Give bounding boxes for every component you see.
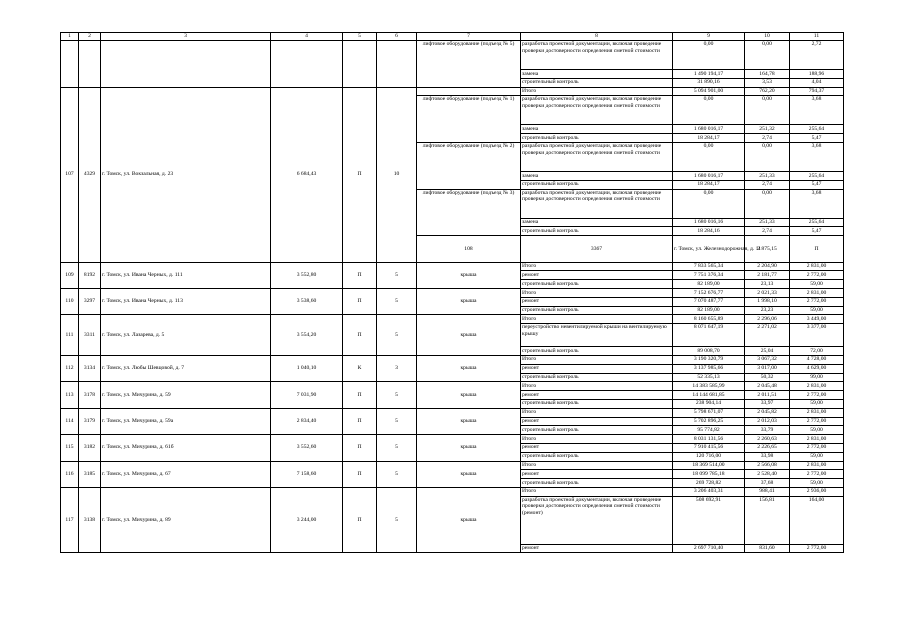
table-cell: крыша xyxy=(417,315,521,356)
table-cell: 33,79 xyxy=(745,426,790,435)
table-cell: 3367 xyxy=(521,236,673,262)
table-cell: 251,32 xyxy=(745,125,790,134)
table-cell: 82 189,00 xyxy=(673,280,745,289)
table-row xyxy=(61,487,844,496)
table-cell: 3 538,60 xyxy=(271,288,343,314)
table-cell: 0,00 xyxy=(673,142,745,171)
table-cell: разработка проектной документации, включая проведение проверки достоверности определения сметной стоимости xyxy=(521,189,673,218)
table-cell: строительный контроль xyxy=(521,426,673,435)
table-cell: разработка проектной документации, включая проведение проверки достоверности определения сметной стоимости xyxy=(521,142,673,171)
table-cell: 2 831,00 xyxy=(790,435,844,444)
table-cell: 2 772,00 xyxy=(790,544,844,553)
table-cell: 3 067,32 xyxy=(745,355,790,364)
table-cell: 59,00 xyxy=(790,426,844,435)
table-cell: П xyxy=(343,288,377,314)
table-cell: 2 772,00 xyxy=(790,297,844,306)
table-cell: 2 772,00 xyxy=(790,271,844,280)
table-cell xyxy=(271,41,343,88)
table-cell: 18 284,17 xyxy=(673,134,745,143)
table-cell: Итого xyxy=(521,408,673,417)
table-cell: 2 021,33 xyxy=(745,288,790,297)
table-cell: П xyxy=(343,435,377,461)
table-cell: Итого xyxy=(521,87,673,96)
table-cell: 156,81 xyxy=(745,496,790,544)
table-cell: 50,32 xyxy=(745,373,790,382)
table-cell: 2 271,02 xyxy=(745,324,790,347)
table-cell: 59,00 xyxy=(790,280,844,289)
table-cell: Итого xyxy=(521,288,673,297)
table-cell: 107 xyxy=(61,87,79,262)
table-cell: 25,04 xyxy=(745,347,790,356)
table-cell: 2 772,00 xyxy=(790,417,844,426)
table-cell: 10 xyxy=(377,87,417,262)
table-cell: 89 008,70 xyxy=(673,347,745,356)
table-cell: строительный контроль xyxy=(521,479,673,488)
table-cell: 3182 xyxy=(79,435,101,461)
table-cell: крыша xyxy=(417,382,521,408)
table-cell: г. Томск, ул. Любы Шевцовой, д. 7 xyxy=(101,355,271,381)
table-cell: 251,33 xyxy=(745,171,790,180)
table-cell: 2 226,65 xyxy=(745,443,790,452)
table-cell: 5 xyxy=(377,435,417,461)
table-cell: г. Томск, ул. Ивана Черных, д. 111 xyxy=(101,262,271,288)
table-cell: замена xyxy=(521,171,673,180)
table-cell: 7 833 565,34 xyxy=(673,262,745,271)
table-cell: строительный контроль xyxy=(521,347,673,356)
table-cell: 3138 xyxy=(79,487,101,553)
table-cell: П xyxy=(343,461,377,487)
table-cell: 59,00 xyxy=(790,399,844,408)
table-cell: строительный контроль xyxy=(521,134,673,143)
table-cell: 164,00 xyxy=(790,496,844,544)
table-cell: П xyxy=(343,315,377,356)
table-cell: П xyxy=(343,487,377,553)
table-cell: 4329 xyxy=(79,87,101,262)
table-cell: 7 751 376,34 xyxy=(673,271,745,280)
table-cell: 1 680 016,16 xyxy=(673,218,745,227)
table-cell: Итого xyxy=(521,461,673,470)
table-cell: 2 011,51 xyxy=(745,391,790,400)
table-cell: строительный контроль xyxy=(521,399,673,408)
table-row xyxy=(61,87,844,96)
table-cell: строительный контроль xyxy=(521,180,673,189)
table-cell: 2 772,00 xyxy=(790,470,844,479)
table-cell: 3311 xyxy=(79,315,101,356)
table-cell: 2 012,03 xyxy=(745,417,790,426)
table-cell: 14 383 585,99 xyxy=(673,382,745,391)
table-cell: 2 831,00 xyxy=(790,288,844,297)
table-cell: замена xyxy=(521,70,673,79)
header-col-11: 11 xyxy=(790,33,844,41)
table-cell: 5 xyxy=(377,461,417,487)
table-cell: 3 190 320,79 xyxy=(673,355,745,364)
table-cell: г. Томск, ул. Мичурина, д. 89 xyxy=(101,487,271,553)
table-cell: 3185 xyxy=(79,461,101,487)
table-cell: 2,74 xyxy=(745,227,790,236)
table-cell: 3297 xyxy=(79,288,101,314)
table-cell: 2 697 710,40 xyxy=(673,544,745,553)
table-cell: 18 284,17 xyxy=(673,180,745,189)
table-cell: 269 728,82 xyxy=(673,479,745,488)
table-cell: г. Томск, ул. Железнодорожная, д. 11 xyxy=(673,236,745,262)
table-cell: замена xyxy=(521,218,673,227)
table-cell: 120 716,00 xyxy=(673,452,745,461)
table-row xyxy=(61,315,844,324)
table-cell: 112 xyxy=(61,355,79,381)
table-cell: 95 774,82 xyxy=(673,426,745,435)
table-cell: 2 875,15 xyxy=(745,236,790,262)
table-cell: 7 031,90 xyxy=(271,382,343,408)
table-cell: 5 xyxy=(377,408,417,434)
table-cell: 508 692,91 xyxy=(673,496,745,544)
table-cell: 1 680 016,17 xyxy=(673,125,745,134)
table-cell: 7 070 487,77 xyxy=(673,297,745,306)
table-cell: 2 772,00 xyxy=(790,443,844,452)
table-cell: лифтовое оборудование (подъезд № 5) xyxy=(417,41,521,88)
table-cell: 5,47 xyxy=(790,227,844,236)
table-cell: 82 189,00 xyxy=(673,306,745,315)
table-cell: 988,41 xyxy=(745,487,790,496)
table-cell: 255,64 xyxy=(790,218,844,227)
table-cell: 113 xyxy=(61,382,79,408)
table-cell: 110 xyxy=(61,288,79,314)
table-cell: 23,23 xyxy=(745,306,790,315)
table-cell: 5 xyxy=(377,315,417,356)
table-cell: 2 181,77 xyxy=(745,271,790,280)
column-number-header xyxy=(61,33,844,41)
table-cell: П xyxy=(790,236,844,262)
table-cell: 23,13 xyxy=(745,280,790,289)
table-cell xyxy=(79,41,101,88)
table-cell: 3 377,00 xyxy=(790,324,844,347)
table-cell: строительный контроль xyxy=(521,306,673,315)
table-cell: 1 490 194,17 xyxy=(673,70,745,79)
header-col-10: 10 xyxy=(745,33,790,41)
table-cell: 108 xyxy=(417,236,521,262)
table-cell: крыша xyxy=(417,262,521,288)
table-cell: ремонт xyxy=(521,297,673,306)
table-row xyxy=(61,461,844,470)
table-cell: 2 528,40 xyxy=(745,470,790,479)
table-cell: ремонт xyxy=(521,443,673,452)
table-row xyxy=(61,262,844,271)
table-cell: 2 936,00 xyxy=(790,487,844,496)
table-cell: 3,68 xyxy=(790,142,844,171)
table-cell: строительный контроль xyxy=(521,78,673,87)
table-cell: г. Томск, ул. Мичурина, д. 67 xyxy=(101,461,271,487)
table-cell: П xyxy=(343,262,377,288)
table-cell: 3,68 xyxy=(790,96,844,125)
table-cell: замена xyxy=(521,125,673,134)
table-cell: 2,74 xyxy=(745,180,790,189)
table-cell: строительный контроль xyxy=(521,452,673,461)
table-cell: 115 xyxy=(61,435,79,461)
table-cell: г. Томск, ул. Мичурина, д. 59а xyxy=(101,408,271,434)
table-cell: 8 160 655,89 xyxy=(673,315,745,324)
table-cell: 2,72 xyxy=(790,41,844,70)
table-cell: 3134 xyxy=(79,355,101,381)
table-cell: 2 831,00 xyxy=(790,262,844,271)
table-cell: 2 831,00 xyxy=(790,408,844,417)
table-cell: 7 910 415,56 xyxy=(673,443,745,452)
table-cell: Итого xyxy=(521,262,673,271)
header-col-3: 3 xyxy=(101,33,271,41)
table-cell: 8192 xyxy=(79,262,101,288)
table-cell: г. Томск, ул. Мичурина, д. 59 xyxy=(101,382,271,408)
table-cell: 5 xyxy=(377,487,417,553)
table-cell: 3 017,00 xyxy=(745,364,790,373)
table-cell: строительный контроль xyxy=(521,227,673,236)
table-cell: 5 xyxy=(377,382,417,408)
table-cell: 0,00 xyxy=(673,41,745,70)
table-cell: 72,00 xyxy=(790,347,844,356)
table-cell: ремонт xyxy=(521,470,673,479)
header-col-5: 5 xyxy=(343,33,377,41)
table-cell: 52 335,13 xyxy=(673,373,745,382)
table-row xyxy=(61,435,844,444)
table-cell: ремонт xyxy=(521,364,673,373)
table-cell: г. Томск, ул. Вокзальная, д. 23 xyxy=(101,87,271,262)
table-cell: 1 040,10 xyxy=(271,355,343,381)
table-cell: крыша xyxy=(417,461,521,487)
table-cell: П xyxy=(343,382,377,408)
header-col-7: 7 xyxy=(417,33,521,41)
table-cell: 5 798 671,07 xyxy=(673,408,745,417)
table-cell xyxy=(377,41,417,88)
table-cell: 0,00 xyxy=(745,96,790,125)
table-cell: 4 629,00 xyxy=(790,364,844,373)
table-cell: 2,74 xyxy=(745,134,790,143)
table-cell: 3 xyxy=(377,355,417,381)
table-cell: 59,00 xyxy=(790,479,844,488)
table-cell: 5 702 896,25 xyxy=(673,417,745,426)
table-cell: лифтовое оборудование (подъезд № 2) xyxy=(417,142,521,189)
table-cell: 2 204,90 xyxy=(745,262,790,271)
table-cell: строительный контроль xyxy=(521,373,673,382)
table-cell: 3 554,20 xyxy=(271,315,343,356)
table-cell: К xyxy=(343,355,377,381)
table-row xyxy=(61,382,844,391)
table-cell: 2 045,82 xyxy=(745,408,790,417)
table-cell: 116 xyxy=(61,461,79,487)
table-cell: г. Томск, ул. Ивана Черных, д. 113 xyxy=(101,288,271,314)
table-cell: 794,37 xyxy=(790,87,844,96)
table-cell: Итого xyxy=(521,315,673,324)
table-cell: 3178 xyxy=(79,382,101,408)
table-cell: П xyxy=(343,87,377,262)
table-cell: 14 144 681,85 xyxy=(673,391,745,400)
table-cell: 1 680 016,17 xyxy=(673,171,745,180)
table-cell: разработка проектной документации, включая проведение проверки достоверности определения сметной стоимости (ремонт) xyxy=(521,496,673,544)
table-cell: 31 890,16 xyxy=(673,78,745,87)
table-cell: 111 xyxy=(61,315,79,356)
table-cell: разработка проектной документации, включая проведение проверки достоверности определения сметной стоимости xyxy=(521,41,673,70)
table-cell: 7 152 676,77 xyxy=(673,288,745,297)
table-cell: 18 369 514,00 xyxy=(673,461,745,470)
table-cell: 2 260,63 xyxy=(745,435,790,444)
table-cell: 5 xyxy=(377,262,417,288)
table-cell: 2 831,00 xyxy=(790,461,844,470)
header-col-2: 2 xyxy=(79,33,101,41)
table-cell: 762,20 xyxy=(745,87,790,96)
table-cell: 114 xyxy=(61,408,79,434)
table-cell: 2 772,00 xyxy=(790,391,844,400)
table-cell: 3 449,00 xyxy=(790,315,844,324)
table-row xyxy=(61,288,844,297)
table-cell: переустройство невентилируемой крыши на вентилируемую крышу xyxy=(521,324,673,347)
table-cell: 188,96 xyxy=(790,70,844,79)
table-cell: 3,68 xyxy=(790,189,844,218)
table-cell: 117 xyxy=(61,487,79,553)
table-row xyxy=(61,355,844,364)
table-cell: лифтовое оборудование (подъезд № 3) xyxy=(417,189,521,236)
table-cell xyxy=(417,87,521,96)
table-cell: 59,00 xyxy=(790,306,844,315)
table-cell: 5 xyxy=(377,288,417,314)
header-col-4: 4 xyxy=(271,33,343,41)
table-cell: 831,60 xyxy=(745,544,790,553)
table-cell: 251,33 xyxy=(745,218,790,227)
table-cell: г. Томск, ул. Мичурина, д. 61б xyxy=(101,435,271,461)
table-cell: 0,00 xyxy=(673,96,745,125)
document-page xyxy=(60,32,843,553)
table-cell: 255,64 xyxy=(790,171,844,180)
table-cell: крыша xyxy=(417,435,521,461)
table-cell: 6 684,43 xyxy=(271,87,343,262)
table-cell: 3 206 403,31 xyxy=(673,487,745,496)
table-cell: 18 284,16 xyxy=(673,227,745,236)
header-col-8: 8 xyxy=(521,33,673,41)
table-cell: 3 137 985,66 xyxy=(673,364,745,373)
table-cell: строительный контроль xyxy=(521,280,673,289)
table-cell: 5,47 xyxy=(790,180,844,189)
table-cell: 2 566,08 xyxy=(745,461,790,470)
table-cell: 4 728,00 xyxy=(790,355,844,364)
table-cell: 3 552,80 xyxy=(271,262,343,288)
table-cell: 1 998,10 xyxy=(745,297,790,306)
table-cell: 2 045,48 xyxy=(745,382,790,391)
table-cell: 18 099 785,18 xyxy=(673,470,745,479)
table-cell: 4,04 xyxy=(790,78,844,87)
table-cell: 0,00 xyxy=(673,189,745,218)
table-cell: 255,64 xyxy=(790,125,844,134)
header-col-1: 1 xyxy=(61,33,79,41)
table-cell: 37,68 xyxy=(745,479,790,488)
table-cell: Итого xyxy=(521,355,673,364)
table-cell: разработка проектной документации, включая проведение проверки достоверности определения сметной стоимости xyxy=(521,96,673,125)
table-cell: 3,53 xyxy=(745,78,790,87)
table-cell: крыша xyxy=(417,355,521,381)
table-cell: П xyxy=(343,408,377,434)
table-cell: 238 904,14 xyxy=(673,399,745,408)
table-cell: 3179 xyxy=(79,408,101,434)
table-cell: 59,00 xyxy=(790,452,844,461)
table-cell: 3 552,60 xyxy=(271,435,343,461)
table-cell: 8 031 131,56 xyxy=(673,435,745,444)
table-cell: крыша xyxy=(417,288,521,314)
table-cell: крыша xyxy=(417,408,521,434)
table-cell: Итого xyxy=(521,487,673,496)
table-cell xyxy=(61,41,79,88)
table-cell: ремонт xyxy=(521,417,673,426)
table-cell: ремонт xyxy=(521,271,673,280)
table-cell: ремонт xyxy=(521,544,673,553)
table-body xyxy=(61,41,844,553)
table-cell: 2 296,06 xyxy=(745,315,790,324)
table-row xyxy=(61,41,844,70)
table-cell: 2 831,00 xyxy=(790,382,844,391)
table-cell: 33,98 xyxy=(745,452,790,461)
table-cell xyxy=(101,41,271,88)
table-cell: 33,97 xyxy=(745,399,790,408)
table-cell: 0,00 xyxy=(745,41,790,70)
table-cell: 109 xyxy=(61,262,79,288)
table-cell: 0,00 xyxy=(745,189,790,218)
table-cell: 5 094 901,00 xyxy=(673,87,745,96)
table-cell: 99,00 xyxy=(790,373,844,382)
repair-schedule-table xyxy=(60,32,844,553)
table-cell: крыша xyxy=(417,487,521,553)
table-cell: Итого xyxy=(521,382,673,391)
table-cell: ремонт xyxy=(521,391,673,400)
header-col-6: 6 xyxy=(377,33,417,41)
table-cell: 3 244,00 xyxy=(271,487,343,553)
table-row xyxy=(61,408,844,417)
table-cell: лифтовое оборудование (подъезд № 1) xyxy=(417,96,521,143)
table-cell xyxy=(343,41,377,88)
table-cell: Итого xyxy=(521,435,673,444)
table-cell: 164,78 xyxy=(745,70,790,79)
header-col-9: 9 xyxy=(673,33,745,41)
table-cell: 2 834,40 xyxy=(271,408,343,434)
table-cell: г. Томск, ул. Лазарева, д. 5 xyxy=(101,315,271,356)
table-cell: 0,00 xyxy=(745,142,790,171)
table-cell: 7 158,60 xyxy=(271,461,343,487)
table-cell: 8 071 647,19 xyxy=(673,324,745,347)
table-cell: 5,47 xyxy=(790,134,844,143)
